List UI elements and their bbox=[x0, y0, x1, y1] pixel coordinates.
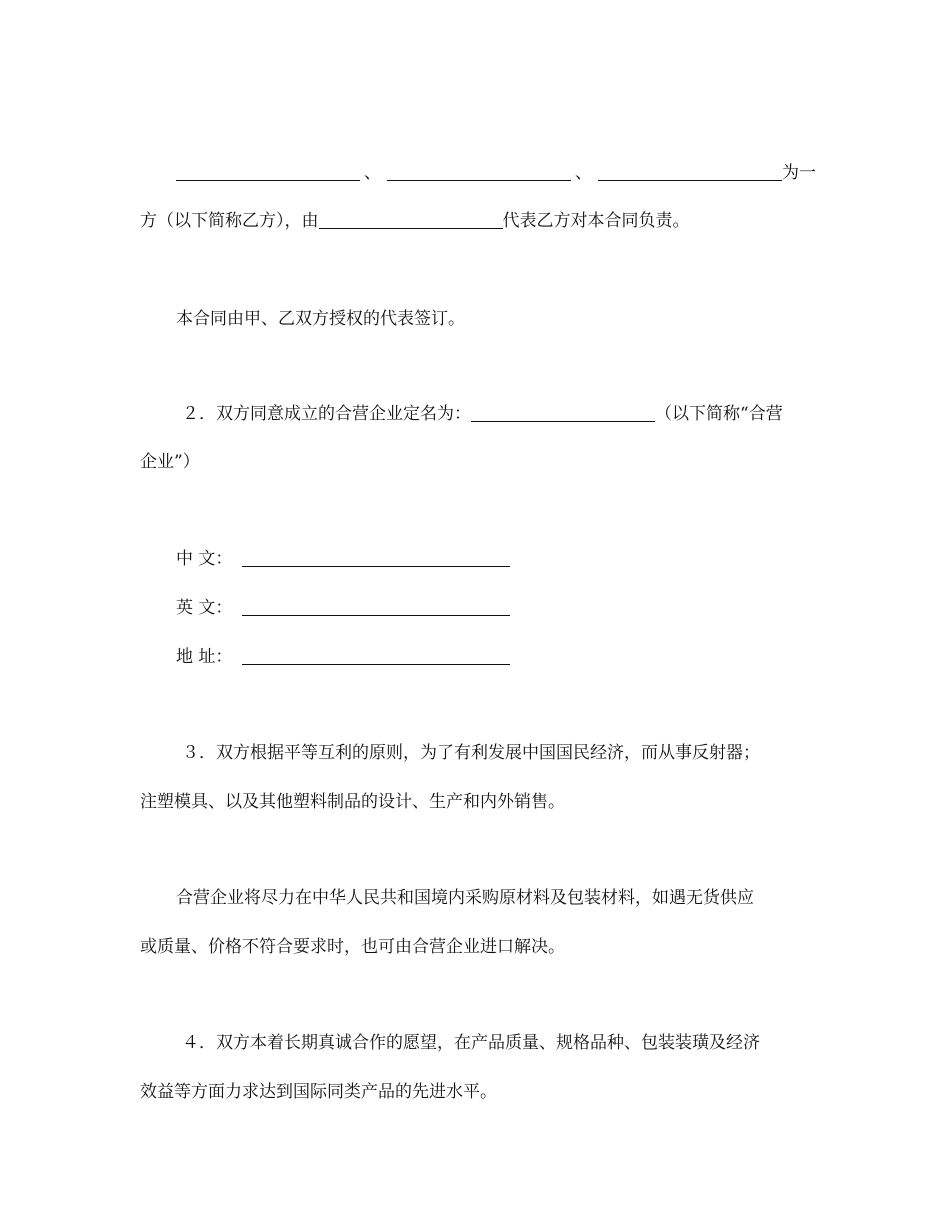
clause-2-text: ２．双方同意成立的合营企业定名为： bbox=[182, 404, 471, 424]
procurement-line-1: 合营企业将尽力在中华人民共和国境内采购原材料及包装材料，如遇无货供应 bbox=[176, 888, 754, 908]
signing-clause: 本合同由甲、乙双方授权的代表签订。 bbox=[176, 309, 465, 329]
address-blank[interactable] bbox=[242, 647, 510, 665]
separator: 、 bbox=[575, 163, 592, 183]
party-b-line-1-end: 为一 bbox=[782, 163, 816, 183]
clause-4-line-1: ４．双方本着长期真诚合作的愿望，在产品质量、规格品种、包装装璜及经济 bbox=[182, 1033, 760, 1053]
party-b-name-blank-1[interactable] bbox=[176, 163, 360, 181]
address-field bbox=[176, 645, 812, 669]
chinese-name-blank[interactable] bbox=[242, 549, 510, 567]
chinese-name-label: 中 文： bbox=[176, 549, 233, 569]
separator: 、 bbox=[364, 163, 381, 183]
english-name-field bbox=[176, 596, 812, 620]
clause-4-line-2: 效益等方面力求达到国际同类产品的先进水平。 bbox=[140, 1082, 497, 1102]
clause-2-abbrev-text: （以下简称“合营 bbox=[655, 404, 783, 424]
jv-name-blank[interactable] bbox=[471, 404, 655, 422]
clause-2-line-1 bbox=[182, 402, 812, 426]
party-b-responsibility-text: 代表乙方对本合同负责。 bbox=[502, 211, 690, 231]
party-b-line-2 bbox=[140, 209, 812, 233]
english-name-blank[interactable] bbox=[242, 598, 510, 616]
party-b-line-1 bbox=[176, 161, 816, 185]
clause-2-line-2: 企业”） bbox=[140, 452, 200, 472]
english-name-label: 英 文： bbox=[176, 598, 233, 618]
clause-3-line-2: 注塑模具、以及其他塑料制品的设计、生产和内外销售。 bbox=[140, 792, 565, 812]
address-label: 地 址： bbox=[176, 647, 233, 667]
party-b-name-blank-3[interactable] bbox=[598, 163, 782, 181]
clause-3-line-1: ３．双方根据平等互利的原则，为了有利发展中国国民经济，而从事反射器； bbox=[182, 743, 760, 763]
chinese-name-field bbox=[176, 547, 812, 571]
party-b-name-blank-2[interactable] bbox=[387, 163, 571, 181]
procurement-line-2: 或质量、价格不符合要求时，也可由合营企业进口解决。 bbox=[140, 937, 565, 957]
party-b-representative-blank[interactable] bbox=[319, 211, 503, 229]
party-b-intro-text: 方（以下简称乙方），由 bbox=[140, 211, 319, 231]
